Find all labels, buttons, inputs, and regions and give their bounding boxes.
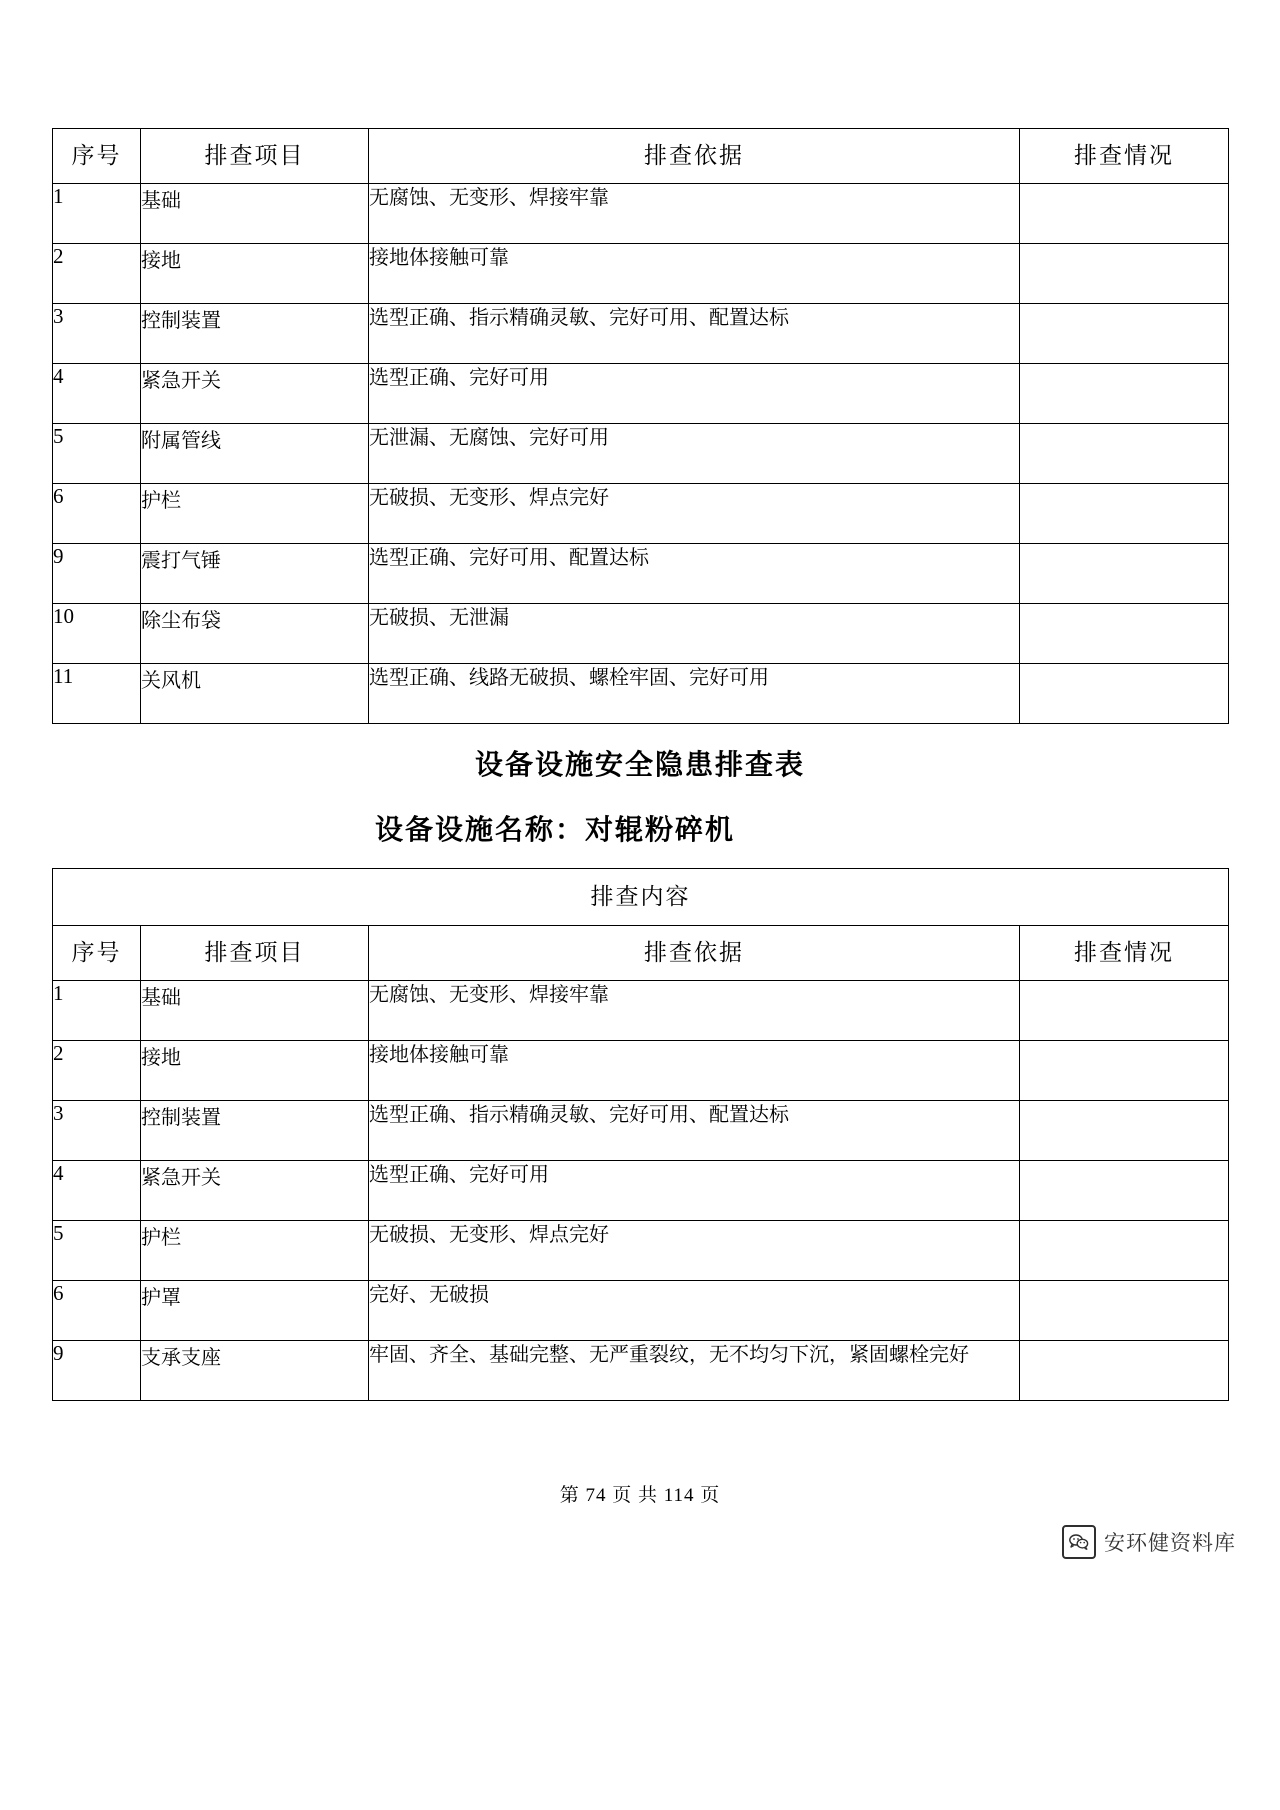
wechat-icon [1062,1525,1096,1559]
row-item: 支承支座 [141,1341,369,1401]
content-header-row [53,869,1229,926]
row-item: 关风机 [141,664,369,724]
row-status[interactable] [1020,1281,1229,1341]
table-row [53,664,1229,724]
checklist-table-top [52,128,1229,724]
row-basis: 接地体接触可靠 [369,244,1020,304]
row-status[interactable] [1020,544,1229,604]
row-basis: 选型正确、完好可用 [369,1161,1020,1221]
table-row [53,1041,1229,1101]
row-basis: 牢固、齐全、基础完整、无严重裂纹，无不均匀下沉，紧固螺栓完好 [369,1341,1020,1401]
content-header: 排查内容 [53,869,1229,926]
row-status[interactable] [1020,484,1229,544]
row-no: 10 [53,604,141,664]
watermark [1062,1525,1236,1559]
row-basis: 无破损、无变形、焊点完好 [369,484,1020,544]
row-status[interactable] [1020,1101,1229,1161]
row-no: 3 [53,304,141,364]
table-row [53,484,1229,544]
table-row [53,1161,1229,1221]
table-row [53,544,1229,604]
row-basis: 选型正确、完好可用 [369,364,1020,424]
table-row [53,304,1229,364]
table-row [53,981,1229,1041]
row-status[interactable] [1020,1221,1229,1281]
row-status[interactable] [1020,1341,1229,1401]
row-no: 6 [53,1281,141,1341]
row-item: 控制装置 [141,1101,369,1161]
column-header-no: 序号 [53,129,141,184]
row-no: 1 [53,981,141,1041]
row-no: 3 [53,1101,141,1161]
column-header-item: 排查项目 [141,926,369,981]
row-basis: 无泄漏、无腐蚀、完好可用 [369,424,1020,484]
page-footer: 第 74 页 共 114 页 [559,1485,721,1506]
page-title: 设备设施安全隐患排查表 [474,750,805,781]
row-status[interactable] [1020,1041,1229,1101]
row-no: 2 [53,1041,141,1101]
row-basis: 选型正确、指示精确灵敏、完好可用、配置达标 [369,304,1020,364]
equipment-name: 设备设施名称：对辊粉碎机 [374,815,735,847]
row-status[interactable] [1020,184,1229,244]
row-basis: 接地体接触可靠 [369,1041,1020,1101]
row-item: 护栏 [141,484,369,544]
row-basis: 无破损、无变形、焊点完好 [369,1221,1020,1281]
row-status[interactable] [1020,244,1229,304]
table-row [53,244,1229,304]
row-no: 4 [53,1161,141,1221]
row-no: 9 [53,544,141,604]
table-row [53,184,1229,244]
column-header-no: 序号 [53,926,141,981]
row-no: 1 [53,184,141,244]
table-row [53,424,1229,484]
row-basis: 无腐蚀、无变形、焊接牢靠 [369,184,1020,244]
row-status[interactable] [1020,664,1229,724]
row-status[interactable] [1020,981,1229,1041]
table-row [53,1281,1229,1341]
column-header-status: 排查情况 [1020,129,1229,184]
row-item: 紧急开关 [141,364,369,424]
checklist-table-bottom [52,868,1229,1401]
row-item: 除尘布袋 [141,604,369,664]
row-no: 5 [53,1221,141,1281]
row-basis: 完好、无破损 [369,1281,1020,1341]
table-row [53,1101,1229,1161]
row-no: 9 [53,1341,141,1401]
table-row [53,1221,1229,1281]
table-row [53,604,1229,664]
row-item: 护罩 [141,1281,369,1341]
row-item: 震打气锤 [141,544,369,604]
column-header-item: 排查项目 [141,129,369,184]
column-header-status: 排查情况 [1020,926,1229,981]
table-row [53,1341,1229,1401]
table-header-row [53,129,1229,184]
row-status[interactable] [1020,364,1229,424]
row-basis: 无腐蚀、无变形、焊接牢靠 [369,981,1020,1041]
column-header-basis: 排查依据 [369,926,1020,981]
row-item: 控制装置 [141,304,369,364]
row-no: 6 [53,484,141,544]
column-header-basis: 排查依据 [369,129,1020,184]
row-basis: 选型正确、完好可用、配置达标 [369,544,1020,604]
row-no: 11 [53,664,141,724]
row-no: 2 [53,244,141,304]
row-basis: 选型正确、指示精确灵敏、完好可用、配置达标 [369,1101,1020,1161]
row-no: 4 [53,364,141,424]
watermark-label: 安环健资料库 [1104,1532,1236,1555]
row-status[interactable] [1020,1161,1229,1221]
row-item: 基础 [141,184,369,244]
row-status[interactable] [1020,304,1229,364]
row-item: 基础 [141,981,369,1041]
row-no: 5 [53,424,141,484]
row-status[interactable] [1020,424,1229,484]
row-basis: 选型正确、线路无破损、螺栓牢固、完好可用 [369,664,1020,724]
row-status[interactable] [1020,604,1229,664]
table-header-row [53,926,1229,981]
table-row [53,364,1229,424]
row-item: 接地 [141,244,369,304]
row-item: 附属管线 [141,424,369,484]
row-item: 护栏 [141,1221,369,1281]
row-basis: 无破损、无泄漏 [369,604,1020,664]
row-item: 接地 [141,1041,369,1101]
row-item: 紧急开关 [141,1161,369,1221]
